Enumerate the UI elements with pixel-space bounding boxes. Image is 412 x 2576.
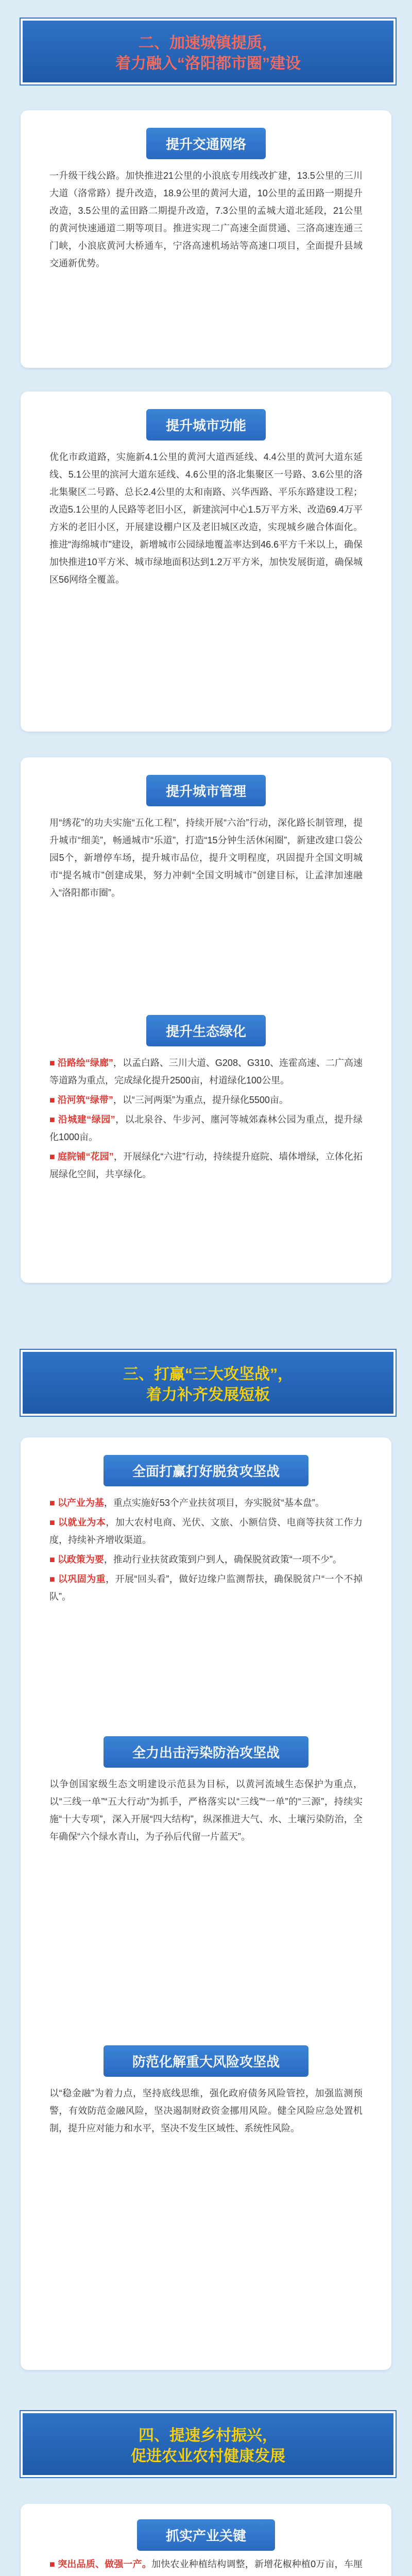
- section3-header: [21, 1350, 396, 1416]
- card-heading: 提升交通网络: [146, 128, 266, 159]
- rural-industry-list: [49, 2555, 363, 2576]
- section3-title-line1: 三、打赢“三大攻坚战”，: [123, 1366, 293, 1383]
- card-rural: [21, 2504, 391, 2576]
- card-heading-pollution: 全力出击污染防治攻坚战: [104, 1736, 308, 1768]
- list-item: ■ 沿河筑“绿带”，以“三河两渠”为重点，提升绿化5500亩。: [49, 1095, 288, 1105]
- list-item: ■ 庭院铺“花园”，开展绿化“六进”行动，持续提升庭院、墙体增绿，立体化拓展绿化空间，共享绿化。: [49, 1151, 363, 1179]
- section4-header: [21, 2411, 396, 2477]
- section4-title-line1: 四、提速乡村振兴，: [139, 2427, 278, 2444]
- card-paragraph: 优化市政道路，实施新4.1公里的黄河大道西延线、4.4公里的黄河大道东延线、5.1公里的滨河大道东延线、4.6公里的洛北集聚区一号路、3.6公里的洛北集聚区二号路、总长2.4公里的太和南路、兴华西路、平乐东路建设工程；改造5.1公里的人民路等老旧小区，新建滨河中心1.5万平方米、改造69.4万平方米的老旧小区，开展建设棚户区及老旧城区改造，实现城乡融合体面化。推进“海绵城市”建设，新增城市公园绿地覆盖率达到46.6平方千米以上，确保加快推进10平方米、城市绿地面积达到1.2万平方米，加快发展街道，确保城区56网络全覆盖。: [49, 452, 363, 585]
- card-city-function: [21, 392, 391, 732]
- section3-title-line2: 着力补齐发展短板: [146, 1386, 270, 1403]
- card-city-management: [21, 757, 391, 1283]
- list-item: ■ 以就业为本，加大农村电商、光伏、文旅、小额信贷、电商等扶贫工作力度，持续补齐增收渠道。: [49, 1517, 363, 1545]
- list-item: ■ 沿城建“绿园”，以北泉谷、牛步河、廛河等城郊森林公园为重点，提升绿化1000亩。: [49, 1114, 363, 1142]
- section2-header: [21, 19, 396, 84]
- list-item: ■ 以产业为基，重点实施好53个产业扶贫项目，夯实脱贫“基本盘”。: [49, 1498, 324, 1508]
- card-paragraph: 用“绣花”的功夫实施“五化工程”，持续开展“六治”行动，深化路长制管理，提升城市“细美”，畅通城市“乐道”，打造“15分钟生活休闲圈”，新建改建口袋公园5个，新增停车场，提升城市品位，提升文明程度，巩固提升全国文明城市“提名城市”创建成果，努力冲刺“全国文明城市”创建目标，让孟津加速融入“洛阳都市圈”。: [49, 818, 363, 898]
- ecology-list: [49, 1054, 363, 1185]
- card-heading: 提升城市功能: [146, 409, 266, 440]
- card-heading-ecology: 提升生态绿化: [146, 1015, 266, 1046]
- poverty-list: [49, 1494, 363, 1607]
- section4-title-line2: 促进农业农村健康发展: [131, 2448, 285, 2465]
- card-heading: 提升城市管理: [146, 775, 266, 806]
- list-item: ■ 沿路绘“绿廊”，以孟白路、三川大道、G208、G310、连霍高速、二广高速等道路为重点，完成绿化提升2500亩，村道绿化100公里。: [49, 1058, 363, 1086]
- section2-title-line2: 着力融入“洛阳都市圈”建设: [115, 55, 301, 72]
- card-heading: 抓实产业关键: [137, 2519, 275, 2551]
- card-poverty: [21, 1437, 391, 2370]
- card-transport: [21, 110, 391, 368]
- card-heading-risk: 防范化解重大风险攻坚战: [104, 2045, 308, 2077]
- risk-paragraph: 以“稳金融”为着力点，坚持底线思维，强化政府债务风险管控，加强监测预警，有效防范金融风险，坚决遏制财政资金挪用风险。健全风险应急处置机制，提升应对能力和水平，坚决不发生区域性、系统性风险。: [49, 2088, 363, 2133]
- pollution-paragraph: 以争创国家级生态文明建设示范县为目标，以黄河流域生态保护为重点，以“三线一单”“五大行动”为抓手，严格落实以“三线”“一单”的“三源”，持续实施“十大专项”，深入开展“四大结构”，纵深推进大气、水、土壤污染防治，全年确保“六个绿水青山，为子孙后代留一片蓝天”。: [49, 1779, 363, 1842]
- card-paragraph: 一升级干线公路。加快推进21公里的小浪底专用线改扩建，13.5公里的三川大道（洛常路）提升改造，18.9公里的黄河大道，10公里的孟田路一期提升改造，3.5公里的孟田路二期提升改造，7.3公里的孟城大道北延段，21公里的黄河快速通道二期等项目。推进实现二广高速全面贯通、三洛高速连通三门峡，小浪底黄河大桥通车，宁洛高速机场站等高速口项目，全面提升县域交通新优势。: [49, 171, 363, 268]
- card-heading: 全面打赢打好脱贫攻坚战: [104, 1455, 308, 1486]
- section2-title-line1: 二、加速城镇提质，: [139, 35, 278, 52]
- list-item: ■ 以政策为要，推动行业扶贫政策到户到人，确保脱贫政策“一项不少”。: [49, 1554, 342, 1565]
- list-item: ■ 以巩固为重，开展“回头看”，做好边缘户监测帮扶，确保脱贫户“一个不掉队”。: [49, 1574, 363, 1602]
- list-item: ■ 突出品质、做强一产。加快农业种植结构调整，新增花椒种植0万亩，车厘: [49, 2559, 363, 2569]
